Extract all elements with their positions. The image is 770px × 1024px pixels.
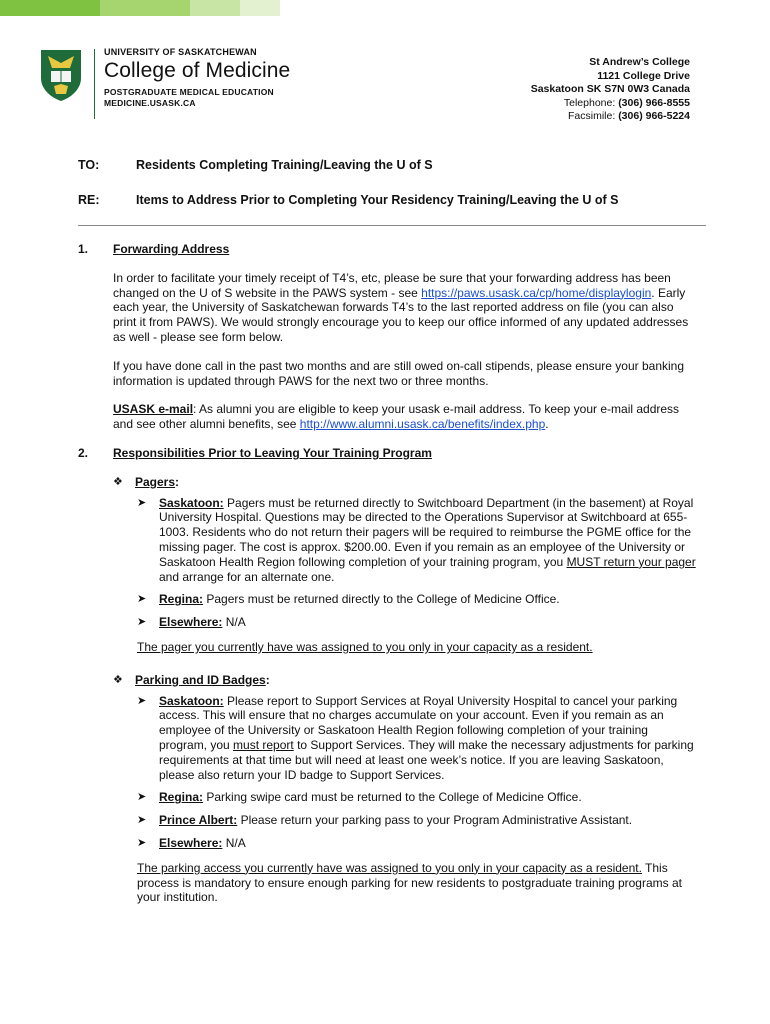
parking-note-text: This process is mandatory to ensure enough parking for new residents to postgraduate training programs at your institution. — [137, 860, 682, 905]
re-label: RE: — [78, 193, 100, 207]
arrow-bullet-icon: ➤ — [137, 694, 147, 707]
brand-bar-segment — [100, 0, 190, 16]
emphasis-text: must report — [233, 737, 294, 752]
list-item — [137, 790, 698, 805]
pagers-section — [113, 475, 698, 655]
pager-note: The pager you currently have was assigned to you only in your capacity as a resident. — [137, 639, 593, 654]
section-number: 1. — [78, 242, 89, 256]
arrow-bullet-icon: ➤ — [137, 616, 147, 629]
office-address — [531, 56, 690, 124]
website: MEDICINE.USASK.CA — [104, 98, 196, 108]
section-title: Forwarding Address — [113, 242, 230, 256]
parking-note-underlined: The parking access you currently have was assigned to you only in your capacity as a resident. — [137, 860, 642, 875]
university-crest-icon — [40, 48, 82, 102]
emphasis-text: MUST return your pager — [566, 554, 696, 569]
email-label: USASK e-mail — [113, 402, 194, 417]
telephone-label: Telephone: — [563, 96, 616, 109]
facsimile-label: Facsimile: — [568, 110, 616, 122]
diamond-bullet-icon: ❖ — [113, 475, 123, 488]
facsimile-number: (306) 966-5224 — [618, 110, 690, 122]
arrow-bullet-icon: ➤ — [137, 791, 147, 804]
list-item — [137, 694, 698, 783]
list-item — [137, 836, 698, 851]
memo-re — [78, 193, 618, 207]
pagers-heading — [113, 475, 698, 490]
list-item — [137, 813, 698, 828]
college-branding — [104, 47, 290, 108]
telephone-number: (306) 966-8555 — [618, 96, 690, 109]
brand-bar-segment — [240, 0, 280, 16]
arrow-bullet-icon: ➤ — [137, 814, 147, 827]
item-text: Parking swipe card must be returned to the College of Medicine Office. — [203, 790, 582, 805]
to-label: TO: — [78, 158, 100, 172]
paragraph-text: . — [545, 417, 549, 432]
pagers-title: Pagers — [135, 474, 176, 489]
brand-color-bar — [0, 0, 280, 16]
address-street: 1121 College Drive — [597, 69, 690, 82]
list-item — [137, 496, 698, 585]
parking-title: Parking and ID Badges — [135, 672, 266, 687]
parking-heading — [113, 673, 698, 688]
section-2-heading — [78, 446, 698, 461]
section-number: 2. — [78, 445, 89, 460]
pagers-list — [137, 496, 698, 630]
location-label: Elsewhere: — [159, 615, 223, 630]
item-text: Pagers must be returned directly to Switchboard Department (in the basement) at Royal University Hospital. Questions may be directed to the Operations Supervisor at Switchboard at 655-1003. Residents who do not return their pagers will be required to reimburse the PGME office for the missing pager. The cost is approx. $200.00. Even if you remain as an employee of the University or Saskatoon Health Region following completion of your training program, you — [159, 495, 694, 569]
paws-link[interactable]: https://paws.usask.ca/cp/home/displaylogin — [421, 285, 652, 300]
paragraph-text: In order to facilitate your timely receipt of T4’s, etc, please be sure that your forwarding address has been changed on the U of S website in the PAWS system - see — [113, 270, 671, 300]
location-label: Elsewhere: — [159, 835, 223, 850]
paragraph-text: . Early each year, the University of Saskatchewan forwards T4’s to the last reported address on file (you can also print it from PAWS). We would strongly encourage you to keep our office informed of any updated addresses as well - please see form below. — [113, 285, 689, 344]
on-call-paragraph: If you have done call in the past two months and are still owed on-call stipends, please ensure your banking information is updated through PAWS for the next two or three months. — [113, 358, 685, 388]
facsimile-line — [531, 110, 690, 124]
college-name: College of Medicine — [104, 59, 291, 82]
location-label: Regina: — [159, 790, 204, 805]
brand-bar-segment — [0, 0, 100, 16]
parking-section — [113, 673, 698, 905]
forwarding-paragraph — [113, 271, 698, 345]
arrow-bullet-icon: ➤ — [137, 496, 147, 509]
item-text: to Support Services. They will make the necessary adjustments for parking requirements at that time but will need at least one week’s notice. If you are leaving Saskatoon, please also return your ID badge to Support Services. — [159, 737, 694, 782]
to-value: Residents Completing Training/Leaving the U of S — [136, 158, 433, 172]
re-value: Items to Address Prior to Completing Your Residency Training/Leaving the U of S — [136, 193, 619, 207]
parking-colon: : — [265, 672, 270, 687]
header-divider — [94, 49, 95, 119]
address-building: St Andrew’s College — [589, 56, 690, 68]
item-text: N/A — [222, 835, 246, 850]
item-text: Please return your parking pass to your Program Administrative Assistant. — [237, 813, 633, 828]
brand-bar-segment — [190, 0, 240, 16]
pagers-colon: : — [175, 474, 180, 489]
diamond-bullet-icon: ❖ — [113, 673, 123, 686]
list-item — [137, 615, 698, 630]
arrow-bullet-icon: ➤ — [137, 836, 147, 849]
item-text: N/A — [222, 615, 246, 630]
location-label: Regina: — [159, 592, 204, 607]
parking-note — [137, 861, 698, 905]
list-item — [137, 592, 698, 607]
alumni-link[interactable]: http://www.alumni.usask.ca/benefits/index.php — [299, 417, 546, 432]
telephone-line — [531, 97, 690, 111]
item-text: and arrange for an alternate one. — [159, 569, 335, 584]
letter-body — [78, 242, 698, 905]
unit-name: POSTGRADUATE MEDICAL EDUCATION — [104, 87, 274, 97]
arrow-bullet-icon: ➤ — [137, 593, 147, 606]
memo-to — [78, 158, 433, 172]
paragraph-text: : As alumni you are eligible to keep your usask e-mail address. To keep your e-mail address and see other alumni benefits, see — [113, 402, 680, 432]
memo-divider — [78, 225, 706, 226]
section-1-heading — [78, 242, 698, 257]
address-city: Saskatoon SK S7N 0W3 Canada — [530, 83, 690, 95]
location-label: Saskatoon: — [159, 495, 224, 510]
location-label: Prince Albert: — [159, 813, 238, 828]
parking-list — [137, 694, 698, 851]
university-name: UNIVERSITY OF SASKATCHEWAN — [104, 47, 257, 57]
item-text: Please report to Support Services at Royal University Hospital to cancel your parking access. This will ensure that no charges accumulate on your account. Even if you remain as an employee of the University or Saskatoon Health Region following completion of your training program, you — [159, 693, 678, 752]
section-title: Responsibilities Prior to Leaving Your Training Program — [113, 445, 432, 460]
email-paragraph — [113, 402, 698, 432]
item-text: Pagers must be returned directly to the College of Medicine Office. — [203, 592, 560, 607]
location-label: Saskatoon: — [159, 693, 224, 708]
